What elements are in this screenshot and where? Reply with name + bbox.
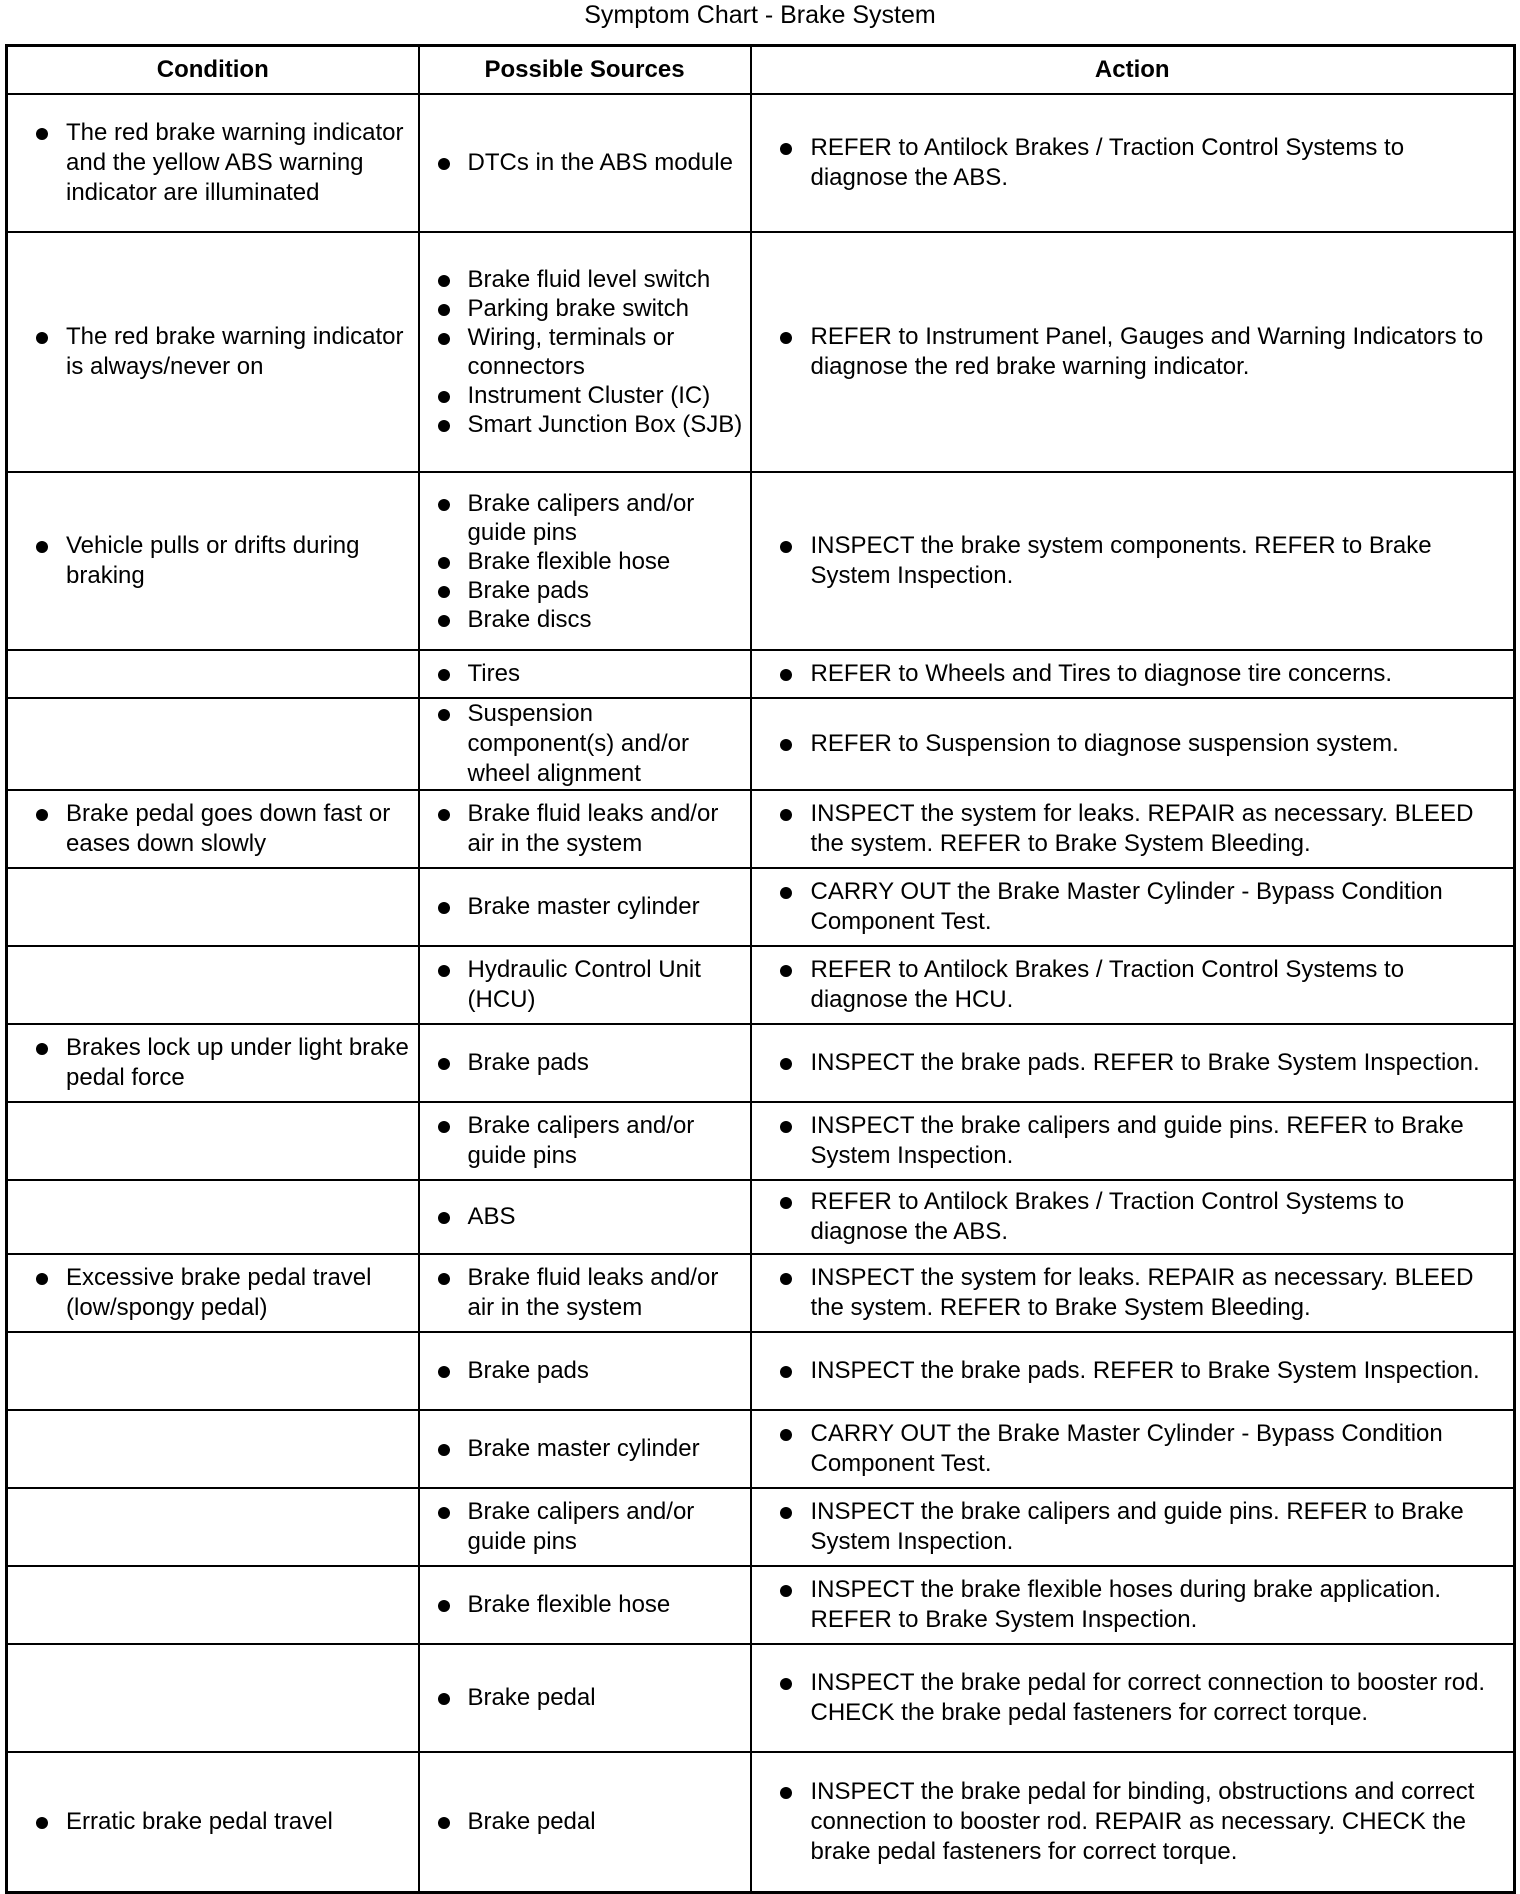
bullet-icon — [438, 1817, 450, 1829]
condition-cell — [7, 1410, 419, 1488]
possible-sources-cell — [419, 946, 751, 1024]
bullet-list — [752, 1668, 1514, 1728]
list-item — [420, 1807, 750, 1837]
list-item — [752, 729, 1514, 759]
condition-cell — [7, 1180, 419, 1254]
list-item — [752, 1777, 1514, 1867]
table-row — [7, 1488, 1515, 1566]
action-cell — [751, 1410, 1515, 1488]
list-item-text: Brake calipers and/or guide pins — [467, 1112, 695, 1169]
list-item — [420, 892, 750, 922]
bullet-list — [752, 1419, 1514, 1479]
table-row — [7, 1644, 1515, 1752]
list-item — [420, 410, 750, 439]
list-item-text: INSPECT the brake pedal for binding, obstructions and correct connection to booster rod. REPAIR as necessary. CHECK the brake pedal fasteners for correct torque. — [810, 1777, 1475, 1865]
list-item-text: REFER to Antilock Brakes / Traction Control Systems to diagnose the HCU. — [810, 956, 1405, 1013]
bullet-icon — [438, 809, 450, 821]
list-item — [420, 955, 750, 1015]
action-header: Action — [751, 46, 1515, 95]
bullet-icon — [438, 333, 450, 345]
possible-sources-cell — [419, 94, 751, 232]
table-row — [7, 1024, 1515, 1102]
bullet-list — [752, 531, 1514, 591]
bullet-list — [420, 892, 750, 922]
action-cell — [751, 472, 1515, 650]
bullet-icon — [438, 158, 450, 170]
list-item-text: INSPECT the brake calipers and guide pins. REFER to Brake System Inspection. — [810, 1112, 1464, 1169]
list-item — [752, 1419, 1514, 1479]
bullet-icon — [438, 965, 450, 977]
list-item-text: Brake master cylinder — [467, 893, 700, 920]
action-cell — [751, 232, 1515, 472]
bullet-icon — [780, 1787, 792, 1799]
list-item-text: ABS — [467, 1203, 516, 1230]
list-item-text: Brakes lock up under light brake pedal force — [66, 1034, 409, 1091]
action-cell — [751, 1024, 1515, 1102]
bullet-list — [8, 1263, 418, 1323]
possible-sources-header: Possible Sources — [419, 46, 751, 95]
action-cell — [751, 94, 1515, 232]
condition-cell — [7, 94, 419, 232]
list-item — [420, 1356, 750, 1386]
bullet-icon — [438, 1273, 450, 1285]
list-item — [420, 576, 750, 605]
bullet-icon — [780, 332, 792, 344]
list-item — [752, 877, 1514, 937]
list-item — [420, 148, 750, 178]
bullet-list — [752, 133, 1514, 193]
list-item-text: REFER to Antilock Brakes / Traction Control Systems to diagnose the ABS. — [810, 1188, 1405, 1245]
action-cell — [751, 1752, 1515, 1892]
list-item-text: Tires — [467, 660, 520, 687]
bullet-list — [420, 489, 750, 634]
bullet-icon — [780, 143, 792, 155]
list-item — [420, 605, 750, 634]
list-item — [752, 322, 1514, 382]
list-item-text: Brake flexible hose — [467, 1591, 671, 1618]
bullet-list — [420, 659, 750, 689]
list-item — [420, 489, 750, 547]
condition-cell — [7, 698, 419, 790]
possible-sources-cell — [419, 1410, 751, 1488]
table-row — [7, 698, 1515, 790]
bullet-list — [420, 1590, 750, 1620]
bullet-icon — [438, 1507, 450, 1519]
list-item-text: CARRY OUT the Brake Master Cylinder - Bypass Condition Component Test. — [810, 878, 1443, 935]
bullet-icon — [780, 1366, 792, 1378]
list-item — [752, 1111, 1514, 1171]
bullet-icon — [438, 615, 450, 627]
list-item-text: Parking brake switch — [467, 295, 689, 322]
list-item-text: Smart Junction Box (SJB) — [467, 411, 743, 438]
bullet-list — [752, 1187, 1514, 1247]
table-row — [7, 472, 1515, 650]
list-item — [420, 1590, 750, 1620]
table-row — [7, 232, 1515, 472]
list-item-text: INSPECT the brake pads. REFER to Brake System Inspection. — [810, 1357, 1480, 1384]
bullet-list — [420, 148, 750, 178]
list-item — [8, 1033, 418, 1093]
bullet-list — [420, 265, 750, 439]
list-item-text: DTCs in the ABS module — [467, 149, 733, 176]
list-item — [752, 1263, 1514, 1323]
list-item — [420, 1111, 750, 1171]
list-item-text: Brake pads — [467, 576, 589, 604]
bullet-list — [8, 531, 418, 591]
table-row — [7, 1566, 1515, 1644]
bullet-list — [752, 729, 1514, 759]
bullet-list — [420, 699, 750, 789]
list-item — [752, 1575, 1514, 1635]
list-item — [420, 381, 750, 410]
bullet-list — [420, 1356, 750, 1386]
condition-header: Condition — [7, 46, 419, 95]
bullet-icon — [36, 541, 48, 553]
condition-cell — [7, 1332, 419, 1410]
list-item-text: REFER to Wheels and Tires to diagnose tire concerns. — [810, 660, 1393, 687]
condition-cell — [7, 868, 419, 946]
bullet-icon — [780, 1678, 792, 1690]
bullet-list — [8, 118, 418, 208]
bullet-icon — [780, 1507, 792, 1519]
symptom-chart-table — [5, 44, 1516, 1894]
bullet-icon — [780, 1058, 792, 1070]
condition-cell — [7, 472, 419, 650]
list-item — [752, 1187, 1514, 1247]
bullet-icon — [438, 1366, 450, 1378]
bullet-icon — [36, 128, 48, 140]
action-cell — [751, 868, 1515, 946]
table-row — [7, 650, 1515, 698]
action-cell — [751, 1254, 1515, 1332]
bullet-list — [420, 1111, 750, 1171]
possible-sources-cell — [419, 1024, 751, 1102]
list-item — [420, 799, 750, 859]
list-item — [420, 1048, 750, 1078]
bullet-icon — [438, 1212, 450, 1224]
bullet-list — [8, 1807, 418, 1837]
bullet-icon — [438, 1600, 450, 1612]
possible-sources-cell — [419, 1752, 751, 1892]
condition-cell — [7, 650, 419, 698]
condition-cell — [7, 232, 419, 472]
bullet-icon — [780, 1273, 792, 1285]
bullet-list — [8, 322, 418, 382]
list-item — [420, 699, 750, 789]
bullet-list — [752, 1111, 1514, 1171]
bullet-icon — [36, 1817, 48, 1829]
condition-cell — [7, 1102, 419, 1180]
list-item-text: Brake fluid leaks and/or air in the system — [467, 800, 719, 857]
action-cell — [751, 946, 1515, 1024]
bullet-icon — [780, 739, 792, 751]
list-item-text: INSPECT the brake calipers and guide pins. REFER to Brake System Inspection. — [810, 1498, 1464, 1555]
list-item — [8, 1263, 418, 1323]
bullet-icon — [36, 1043, 48, 1055]
bullet-icon — [438, 420, 450, 432]
list-item-text: REFER to Antilock Brakes / Traction Control Systems to diagnose the ABS. — [810, 134, 1405, 191]
action-cell — [751, 1102, 1515, 1180]
list-item-text: CARRY OUT the Brake Master Cylinder - Bypass Condition Component Test. — [810, 1420, 1443, 1477]
possible-sources-cell — [419, 1644, 751, 1752]
list-item-text: Suspension component(s) and/or wheel alignment — [467, 700, 689, 787]
list-item — [420, 323, 750, 381]
list-item — [752, 133, 1514, 193]
bullet-icon — [438, 1121, 450, 1133]
list-item-text: Hydraulic Control Unit (HCU) — [467, 956, 701, 1013]
bullet-icon — [36, 1273, 48, 1285]
possible-sources-cell — [419, 650, 751, 698]
list-item-text: Brake fluid leaks and/or air in the system — [467, 1264, 719, 1321]
list-item — [752, 1048, 1514, 1078]
list-item — [420, 1202, 750, 1232]
condition-cell — [7, 1254, 419, 1332]
list-item-text: INSPECT the brake system components. REFER to Brake System Inspection. — [810, 532, 1432, 589]
action-cell — [751, 1644, 1515, 1752]
bullet-icon — [780, 1429, 792, 1441]
list-item-text: REFER to Suspension to diagnose suspension system. — [810, 730, 1399, 757]
condition-cell — [7, 1488, 419, 1566]
list-item — [420, 265, 750, 294]
action-cell — [751, 1180, 1515, 1254]
list-item — [420, 1434, 750, 1464]
list-item — [752, 1668, 1514, 1728]
bullet-list — [420, 955, 750, 1015]
list-item — [752, 659, 1514, 689]
possible-sources-cell — [419, 868, 751, 946]
possible-sources-cell — [419, 472, 751, 650]
action-cell — [751, 698, 1515, 790]
bullet-list — [752, 1575, 1514, 1635]
bullet-icon — [438, 586, 450, 598]
action-cell — [751, 1332, 1515, 1410]
action-cell — [751, 1488, 1515, 1566]
table-row — [7, 94, 1515, 232]
list-item — [420, 547, 750, 576]
condition-cell — [7, 1566, 419, 1644]
bullet-list — [420, 1434, 750, 1464]
condition-cell — [7, 946, 419, 1024]
list-item-text: Brake pedal — [467, 1684, 596, 1711]
list-item-text: Brake calipers and/or guide pins — [467, 1498, 695, 1555]
bullet-icon — [780, 669, 792, 681]
list-item — [752, 531, 1514, 591]
bullet-icon — [438, 557, 450, 569]
bullet-icon — [438, 1693, 450, 1705]
bullet-list — [752, 322, 1514, 382]
bullet-list — [752, 1048, 1514, 1078]
bullet-icon — [438, 304, 450, 316]
list-item-text: The red brake warning indicator and the yellow ABS warning indicator are illuminated — [66, 119, 404, 206]
bullet-icon — [36, 809, 48, 821]
bullet-icon — [780, 809, 792, 821]
bullet-list — [420, 1683, 750, 1713]
condition-cell — [7, 1644, 419, 1752]
table-row — [7, 1180, 1515, 1254]
list-item — [752, 955, 1514, 1015]
bullet-icon — [438, 1444, 450, 1456]
bullet-list — [420, 1202, 750, 1232]
bullet-list — [752, 955, 1514, 1015]
list-item — [420, 1497, 750, 1557]
bullet-icon — [780, 1121, 792, 1133]
possible-sources-cell — [419, 232, 751, 472]
bullet-icon — [780, 887, 792, 899]
list-item-text: Brake calipers and/or guide pins — [467, 489, 695, 546]
list-item — [752, 799, 1514, 859]
bullet-list — [752, 877, 1514, 937]
table-row — [7, 1102, 1515, 1180]
bullet-list — [752, 659, 1514, 689]
table-row — [7, 946, 1515, 1024]
possible-sources-cell — [419, 1180, 751, 1254]
bullet-icon — [780, 1585, 792, 1597]
possible-sources-cell — [419, 698, 751, 790]
table-row — [7, 1752, 1515, 1892]
bullet-list — [8, 799, 418, 859]
action-cell — [751, 650, 1515, 698]
list-item — [752, 1356, 1514, 1386]
list-item — [420, 1263, 750, 1323]
list-item-text: REFER to Instrument Panel, Gauges and Warning Indicators to diagnose the red brake warning indicator. — [810, 323, 1484, 380]
table-row — [7, 868, 1515, 946]
bullet-list — [420, 1807, 750, 1837]
list-item-text: Erratic brake pedal travel — [66, 1807, 333, 1835]
table-row — [7, 1254, 1515, 1332]
list-item — [8, 118, 418, 208]
table-row — [7, 1410, 1515, 1488]
list-item-text: Wiring, terminals or connectors — [467, 324, 675, 380]
bullet-icon — [36, 332, 48, 344]
list-item-text: INSPECT the system for leaks. REPAIR as necessary. BLEED the system. REFER to Brake System Bleeding. — [810, 800, 1474, 857]
bullet-icon — [438, 499, 450, 511]
bullet-list — [420, 799, 750, 859]
action-cell — [751, 790, 1515, 868]
list-item — [8, 322, 418, 382]
action-cell — [751, 1566, 1515, 1644]
table-row — [7, 1332, 1515, 1410]
bullet-list — [420, 1497, 750, 1557]
bullet-list — [752, 1497, 1514, 1557]
bullet-icon — [438, 1058, 450, 1070]
bullet-icon — [438, 709, 450, 721]
list-item-text: Brake flexible hose — [467, 547, 671, 575]
list-item-text: Brake pedal — [467, 1807, 596, 1835]
possible-sources-cell — [419, 1566, 751, 1644]
header-row — [7, 46, 1515, 95]
bullet-list — [752, 1263, 1514, 1323]
bullet-icon — [438, 902, 450, 914]
table-row — [7, 790, 1515, 868]
bullet-icon — [780, 1197, 792, 1209]
bullet-icon — [438, 669, 450, 681]
list-item-text: INSPECT the brake flexible hoses during brake application. REFER to Brake System Inspection. — [810, 1576, 1442, 1633]
bullet-icon — [780, 541, 792, 553]
bullet-list — [420, 1263, 750, 1323]
condition-cell — [7, 790, 419, 868]
condition-cell — [7, 1024, 419, 1102]
possible-sources-cell — [419, 1488, 751, 1566]
list-item-text: Brake pedal goes down fast or eases down slowly — [66, 800, 391, 857]
possible-sources-cell — [419, 1102, 751, 1180]
list-item-text: INSPECT the brake pads. REFER to Brake System Inspection. — [810, 1049, 1480, 1076]
list-item-text: Brake pads — [467, 1357, 589, 1384]
bullet-icon — [438, 275, 450, 287]
bullet-list — [752, 799, 1514, 859]
bullet-list — [420, 1048, 750, 1078]
bullet-icon — [438, 391, 450, 403]
list-item-text: Vehicle pulls or drifts during braking — [66, 532, 360, 589]
list-item — [8, 799, 418, 859]
list-item-text: Brake master cylinder — [467, 1435, 700, 1462]
list-item-text: The red brake warning indicator is always/never on — [66, 323, 404, 380]
list-item-text: Brake discs — [467, 605, 592, 633]
page-title: Symptom Chart - Brake System — [584, 1, 936, 29]
list-item — [752, 1497, 1514, 1557]
list-item-text: INSPECT the brake pedal for correct connection to booster rod. CHECK the brake pedal fasteners for correct torque. — [810, 1669, 1486, 1726]
list-item-text: Brake fluid level switch — [467, 266, 711, 293]
list-item-text: Brake pads — [467, 1049, 589, 1076]
list-item — [8, 531, 418, 591]
possible-sources-cell — [419, 1332, 751, 1410]
list-item — [420, 1683, 750, 1713]
list-item — [420, 659, 750, 689]
list-item-text: INSPECT the system for leaks. REPAIR as necessary. BLEED the system. REFER to Brake System Bleeding. — [810, 1264, 1474, 1321]
bullet-list — [752, 1356, 1514, 1386]
bullet-list — [752, 1777, 1514, 1867]
bullet-icon — [780, 965, 792, 977]
list-item — [8, 1807, 418, 1837]
list-item-text: Instrument Cluster (IC) — [467, 382, 711, 409]
bullet-list — [8, 1033, 418, 1093]
possible-sources-cell — [419, 1254, 751, 1332]
possible-sources-cell — [419, 790, 751, 868]
list-item — [420, 294, 750, 323]
list-item-text: Excessive brake pedal travel (low/spongy pedal) — [66, 1264, 372, 1321]
condition-cell — [7, 1752, 419, 1892]
